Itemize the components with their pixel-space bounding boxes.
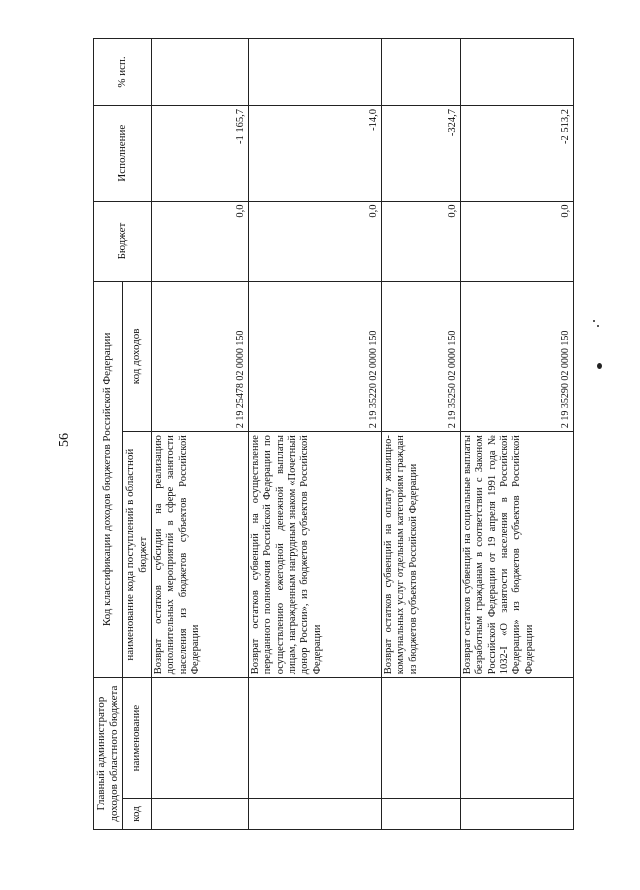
header-classification-group: Код классификации доходов бюджетов Российской Федерации [94,281,123,678]
admin-name-cell [381,678,460,799]
percent-cell [381,39,460,106]
description-cell: Возврат остатков субвенций на осуществление переданного полномочия Российской Федерации по осуществлению ежегодной денежной выплаты лицам, награжденным нагрудным знаком «Почетный донор России», из бюджетов субъектов Российской Федерации [248,432,381,678]
header-budget: Бюджет [94,201,152,281]
income-code-cell: 2 19 35220 02 0000 150 [248,281,381,432]
budget-cell: 0,0 [151,201,248,281]
execution-cell: -1 165,7 [151,105,248,201]
income-code-cell: 2 19 35250 02 0000 150 [381,281,460,432]
table-row [248,39,381,830]
header-income-name: наименование кода поступлений в областной бюджет [122,432,151,678]
header-income-code: код доходов [122,281,151,432]
admin-code-cell [151,798,248,829]
rotated-page [93,38,631,830]
page-number: 56 [57,433,72,447]
header-execution: Исполнение [94,105,152,201]
admin-code-cell [381,798,460,829]
description-cell: Возврат остатков субсидии на реализацию дополнительных мероприятий в сфере занятости населения из бюджетов субъектов Российской Федерации [151,432,248,678]
execution-cell: -2 513,2 [460,105,573,201]
header-admin-name: наименование [122,678,151,799]
execution-cell: -14,0 [248,105,381,201]
admin-code-cell [460,798,573,829]
admin-name-cell [248,678,381,799]
execution-cell: -324,7 [381,105,460,201]
header-admin-code: код [122,798,151,829]
income-code-cell: 2 19 25478 02 0000 150 [151,281,248,432]
income-code-cell: 2 19 35290 02 0000 150 [460,281,573,432]
percent-cell [151,39,248,106]
percent-cell [248,39,381,106]
income-table [93,38,574,830]
description-cell: Возврат остатков субвенций на оплату жилищно-коммунальных услуг отдельным категориям граждан из бюджетов субъектов Российской Федерации [381,432,460,678]
admin-name-cell [460,678,573,799]
table-row [151,39,248,830]
budget-cell: 0,0 [248,201,381,281]
header-percent: % исп. [94,39,152,106]
table-row [381,39,460,830]
header-admin-group: Главный администратор доходов областного бюджета [94,678,123,830]
description-cell: Возврат остатков субвенций на социальные выплаты безработным гражданам в соответствии с Законом Российской Федерации от 19 апреля 1991 года № 1032-I «О занятости населения в Российской Федерации» из бюджетов субъектов Российской Федерации [460,432,573,678]
budget-cell: 0,0 [460,201,573,281]
budget-cell: 0,0 [381,201,460,281]
percent-cell [460,39,573,106]
table-row [460,39,573,830]
header-row-1 [94,39,123,830]
admin-name-cell [151,678,248,799]
admin-code-cell [248,798,381,829]
